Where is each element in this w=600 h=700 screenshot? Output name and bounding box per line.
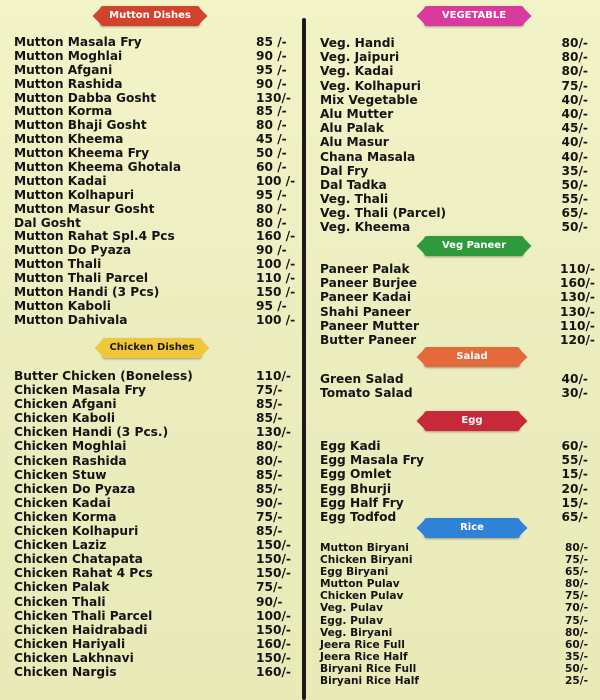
chicken-menu-item — [14, 623, 292, 637]
item-name: Butter Chicken (Boneless) — [14, 369, 193, 383]
item-name: Veg. Thali — [320, 192, 389, 207]
vegetable-menu-item — [320, 107, 588, 121]
item-price: 70/- — [564, 602, 588, 615]
egg-menu-item — [320, 467, 588, 481]
mutton-menu-item — [14, 64, 292, 78]
item-name: Chicken Do Pyaza — [14, 481, 136, 496]
item-price: 150/- — [256, 566, 291, 581]
item-price: 60/- — [564, 638, 588, 651]
item-price: 20/- — [561, 481, 588, 496]
item-name: Alu Masur — [320, 135, 389, 150]
item-price: 120/- — [560, 332, 595, 347]
chicken-menu-item — [14, 439, 292, 453]
item-name: Egg Omlet — [320, 467, 392, 482]
item-price: 80/- — [561, 50, 588, 65]
mutton-menu-item — [14, 203, 292, 217]
paneer-menu-item — [320, 304, 595, 319]
item-name: Butter Paneer — [320, 332, 417, 347]
item-price: 85/- — [256, 481, 283, 496]
item-name: Veg. Kadai — [320, 64, 394, 79]
item-price: 75/- — [564, 614, 588, 627]
item-name: Mutton Handi (3 Pcs) — [14, 285, 160, 300]
item-name: Mutton Rashida — [14, 76, 123, 91]
item-name: Egg Half Fry — [320, 495, 404, 510]
item-name: Mutton Masala Fry — [14, 35, 142, 49]
item-name: Chicken Pulav — [320, 590, 404, 603]
mutton-menu-item — [14, 173, 296, 189]
vegetable-menu-item — [320, 121, 588, 135]
item-name: Dal Fry — [320, 163, 369, 178]
item-price: 40/- — [561, 372, 588, 386]
rice-menu-item — [320, 675, 588, 687]
item-name: Mutton Thali — [14, 257, 102, 272]
item-name: Shahi Paneer — [320, 304, 411, 319]
item-price: 65/- — [564, 566, 588, 579]
item-price: 90 /- — [256, 76, 287, 91]
item-name: Jeera Rice Half — [320, 650, 408, 663]
vegetable-menu-item — [320, 50, 588, 64]
item-price: 35/- — [561, 163, 588, 178]
item-price: 50/- — [564, 662, 588, 675]
item-name: Mutton Pulav — [320, 578, 400, 591]
item-name: Mutton Do Pyaza — [14, 243, 132, 258]
vegetable-title: VEGETABLE — [441, 10, 507, 21]
mutton-menu-item — [14, 285, 296, 300]
item-price: 80/- — [564, 542, 588, 554]
item-name: Egg Kadi — [320, 439, 381, 453]
rice-badge — [424, 518, 520, 538]
item-name: Paneer Palak — [320, 262, 410, 276]
item-price: 110/- — [560, 262, 595, 276]
item-name: Chicken Masala Fry — [14, 383, 146, 398]
vegetable-menu-item — [320, 135, 588, 149]
chicken-menu-item — [14, 397, 292, 411]
item-price: 75/- — [561, 78, 588, 93]
mutton-menu-item — [14, 257, 296, 272]
item-name: Mutton Bhaji Gosht — [14, 118, 147, 133]
item-name: Veg. Kolhapuri — [320, 78, 421, 93]
item-name: Veg. Thali (Parcel) — [320, 206, 447, 221]
paneer-menu-item — [320, 262, 595, 276]
chicken-menu-item — [14, 609, 292, 623]
item-name: Mutton Korma — [14, 104, 113, 119]
mutton-menu-item — [14, 244, 292, 258]
item-price: 90 /- — [256, 48, 287, 63]
mutton-title: Mutton Dishes — [109, 10, 191, 21]
rice-menu-item — [320, 627, 588, 639]
chicken-title: Chicken Dishes — [109, 342, 195, 353]
item-name: Egg Biryani — [320, 566, 389, 579]
item-price: 40/- — [561, 135, 588, 150]
item-name: Chicken Stuw — [14, 467, 107, 482]
salad-badge — [424, 347, 520, 367]
vegetable-badge — [424, 6, 524, 26]
item-price: 80 /- — [256, 201, 287, 216]
salad-section — [320, 347, 588, 400]
item-name: Mutton Kadai — [14, 173, 107, 188]
item-name: Mix Vegetable — [320, 92, 418, 107]
item-price: 85/- — [256, 397, 283, 412]
item-name: Mutton Kheema Ghotala — [14, 160, 182, 175]
item-price: 80 /- — [256, 118, 287, 133]
item-price: 85/- — [256, 524, 283, 539]
item-name: Egg Bhurji — [320, 481, 392, 496]
item-name: Chicken Afgani — [14, 397, 117, 412]
item-price: 130/- — [256, 90, 291, 105]
item-price: 80/- — [256, 439, 283, 454]
item-price: 100 /- — [256, 257, 296, 272]
item-name: Dal Tadka — [320, 177, 387, 192]
rice-menu-item — [320, 554, 588, 566]
item-name: Veg. Jaipuri — [320, 50, 400, 65]
rice-menu-item — [320, 542, 588, 554]
mutton-menu-item — [14, 271, 296, 286]
vegetable-menu-item — [320, 220, 588, 234]
item-name: Veg. Pulav — [320, 602, 384, 615]
item-price: 150/- — [256, 538, 291, 553]
item-name: Mutton Dahivala — [14, 312, 128, 327]
chicken-menu-item — [14, 468, 292, 482]
item-name: Mutton Afgani — [14, 62, 113, 77]
item-price: 110/- — [560, 318, 595, 333]
item-name: Biryani Rice Full — [320, 662, 417, 675]
salad-menu-item — [320, 386, 588, 400]
item-name: Veg. Biryani — [320, 626, 393, 639]
item-price: 75/- — [564, 590, 588, 603]
item-price: 50/- — [561, 220, 588, 235]
item-name: Chicken Thali — [14, 594, 106, 609]
item-price: 25/- — [564, 675, 588, 688]
item-name: Alu Mutter — [320, 106, 394, 121]
salad-title: Salad — [456, 351, 488, 362]
item-name: Chicken Handi (3 Pcs.) — [14, 425, 169, 440]
salad-menu-item — [320, 372, 588, 386]
mutton-menu-item — [14, 312, 296, 328]
item-name: Mutton Kheema — [14, 132, 124, 147]
mutton-badge — [100, 6, 200, 26]
vegetable-menu-item — [320, 93, 588, 107]
mutton-menu-item — [14, 217, 292, 231]
item-price: 75/- — [564, 554, 588, 567]
item-price: 85/- — [256, 467, 283, 482]
item-price: 60 /- — [256, 160, 287, 175]
mutton-menu-item — [14, 147, 292, 161]
chicken-menu-item — [14, 566, 292, 580]
item-price: 50/- — [561, 177, 588, 192]
item-price: 40/- — [561, 106, 588, 121]
item-name: Chicken Biryani — [320, 554, 413, 567]
item-price: 130/- — [560, 290, 595, 305]
chicken-menu-item — [14, 552, 292, 566]
item-price: 100/- — [256, 608, 291, 623]
rice-menu-item — [320, 590, 588, 602]
item-price: 45 /- — [256, 132, 287, 147]
paneer-title: Veg Paneer — [441, 240, 507, 251]
item-name: Chicken Moghlai — [14, 439, 127, 454]
item-price: 90/- — [256, 594, 283, 609]
item-price: 90 /- — [256, 243, 287, 258]
item-price: 85/- — [256, 411, 283, 426]
chicken-menu-item — [14, 383, 292, 397]
item-price: 55/- — [561, 453, 588, 468]
paneer-menu-item — [320, 318, 595, 333]
vegetable-menu-item — [320, 192, 588, 206]
item-price: 150/- — [256, 622, 291, 637]
item-price: 50 /- — [256, 146, 287, 161]
chicken-menu-item — [14, 580, 292, 594]
item-name: Chicken Kaboli — [14, 411, 116, 426]
item-name: Jeera Rice Full — [320, 638, 405, 651]
rice-section — [320, 518, 588, 687]
item-name: Mutton Kheema Fry — [14, 146, 150, 161]
item-price: 35/- — [564, 650, 588, 663]
item-price: 160/- — [256, 636, 291, 651]
paneer-menu-item — [320, 276, 595, 291]
chicken-menu-item — [14, 425, 292, 439]
mutton-menu-item — [14, 119, 292, 133]
mutton-menu-item — [14, 92, 292, 106]
chicken-badge — [102, 338, 202, 358]
item-name: Chicken Lakhnavi — [14, 650, 134, 665]
paneer-badge — [424, 236, 524, 256]
item-price: 45/- — [561, 121, 588, 136]
item-price: 130/- — [560, 304, 595, 319]
item-price: 95 /- — [256, 298, 287, 313]
chicken-section — [14, 338, 292, 679]
item-name: Mutton Dabba Gosht — [14, 90, 157, 105]
item-price: 65/- — [561, 206, 588, 221]
mutton-menu-item — [14, 133, 292, 147]
rice-menu-item — [320, 615, 588, 627]
item-name: Mutton Masur Gosht — [14, 201, 155, 216]
item-name: Chicken Rashida — [14, 453, 127, 468]
egg-menu-item — [320, 453, 588, 467]
item-price: 40/- — [561, 149, 588, 164]
item-price: 90/- — [256, 495, 283, 510]
egg-section — [320, 411, 588, 524]
item-price: 80/- — [561, 36, 588, 50]
item-name: Mutton Kaboli — [14, 298, 111, 313]
item-price: 65/- — [561, 509, 588, 524]
item-price: 80 /- — [256, 215, 287, 230]
item-price: 40/- — [561, 92, 588, 107]
item-price: 55/- — [561, 192, 588, 207]
item-price: 80/- — [564, 578, 588, 591]
item-price: 160 /- — [256, 229, 296, 244]
chicken-menu-item — [14, 524, 292, 538]
mutton-menu-item — [14, 189, 292, 203]
mutton-menu-item — [14, 78, 292, 92]
item-name: Alu Palak — [320, 121, 384, 136]
mutton-menu-item — [14, 300, 292, 314]
rice-menu-item — [320, 578, 588, 590]
item-name: Egg Todfod — [320, 509, 397, 524]
chicken-menu-item — [14, 510, 292, 524]
item-name: Green Salad — [320, 372, 404, 386]
item-name: Mutton Rahat Spl.4 Pcs — [14, 229, 175, 244]
rice-menu-item — [320, 566, 588, 578]
mutton-section — [14, 6, 296, 328]
item-name: Chicken Kolhapuri — [14, 524, 139, 539]
item-name: Veg. Kheema — [320, 220, 411, 235]
item-name: Veg. Handi — [320, 36, 395, 50]
item-price: 160/- — [560, 276, 595, 291]
vegetable-menu-item — [320, 64, 588, 78]
item-name: Chicken Chatapata — [14, 552, 143, 567]
mutton-menu-item — [14, 161, 292, 175]
paneer-section — [320, 236, 595, 347]
mutton-menu-item — [14, 229, 296, 244]
egg-title: Egg — [461, 415, 483, 426]
egg-menu-item — [320, 439, 588, 453]
rice-title: Rice — [460, 522, 484, 533]
item-price: 100 /- — [256, 312, 296, 327]
item-price: 80/- — [564, 626, 588, 639]
rice-menu-item — [320, 651, 588, 663]
item-name: Chicken Rahat 4 Pcs — [14, 566, 153, 581]
mutton-menu-item — [14, 36, 292, 50]
item-price: 15/- — [561, 467, 588, 482]
rice-menu-item — [320, 663, 588, 675]
item-name: Chicken Kadai — [14, 495, 111, 510]
item-name: Egg Masala Fry — [320, 453, 424, 468]
item-name: Biryani Rice Half — [320, 675, 420, 688]
chicken-menu-item — [14, 665, 292, 679]
item-name: Chicken Palak — [14, 580, 110, 595]
item-price: 160/- — [256, 664, 291, 679]
item-price: 130/- — [256, 425, 291, 440]
item-price: 15/- — [561, 495, 588, 510]
chicken-menu-item — [14, 651, 292, 665]
vegetable-menu-item — [320, 206, 588, 220]
rice-menu-item — [320, 602, 588, 614]
item-name: Mutton Kolhapuri — [14, 187, 135, 202]
item-price: 75/- — [256, 509, 283, 524]
vegetable-menu-item — [320, 178, 588, 192]
item-name: Dal Gosht — [14, 215, 81, 230]
chicken-menu-item — [14, 482, 292, 496]
item-name: Egg. Pulav — [320, 614, 384, 627]
item-name: Paneer Kadai — [320, 290, 412, 305]
item-price: 80/- — [256, 453, 283, 468]
item-name: Chicken Haidrabadi — [14, 622, 148, 637]
column-divider — [302, 18, 306, 700]
chicken-menu-item — [14, 538, 292, 552]
vegetable-menu-item — [320, 36, 588, 50]
chicken-menu-item — [14, 369, 292, 383]
item-price: 85 /- — [256, 35, 287, 49]
chicken-menu-item — [14, 411, 292, 425]
item-price: 100 /- — [256, 173, 296, 188]
item-price: 150/- — [256, 650, 291, 665]
vegetable-menu-item — [320, 79, 588, 93]
item-price: 30/- — [561, 386, 588, 401]
paneer-menu-item — [320, 332, 595, 347]
item-name: Chana Masala — [320, 149, 416, 164]
paneer-menu-item — [320, 290, 595, 305]
item-name: Paneer Burjee — [320, 276, 417, 291]
item-price: 95 /- — [256, 187, 287, 202]
chicken-menu-item — [14, 637, 292, 651]
rice-menu-item — [320, 639, 588, 651]
chicken-menu-item — [14, 595, 292, 609]
item-price: 150/- — [256, 552, 291, 567]
item-name: Tomato Salad — [320, 386, 413, 401]
item-price: 150 /- — [256, 285, 296, 300]
item-name: Chicken Korma — [14, 509, 117, 524]
item-price: 110/- — [256, 369, 291, 383]
item-price: 85 /- — [256, 104, 287, 119]
vegetable-menu-item — [320, 164, 588, 178]
egg-badge — [424, 411, 520, 431]
chicken-menu-item — [14, 454, 292, 468]
item-price: 110 /- — [256, 271, 296, 286]
item-price: 75/- — [256, 580, 283, 595]
item-price: 75/- — [256, 383, 283, 398]
item-name: Mutton Biryani — [320, 542, 409, 554]
vegetable-section — [320, 6, 588, 235]
item-name: Chicken Laziz — [14, 538, 107, 553]
item-name: Mutton Moghlai — [14, 48, 123, 63]
item-name: Chicken Thali Parcel — [14, 608, 153, 623]
mutton-menu-item — [14, 105, 292, 119]
item-price: 60/- — [561, 439, 588, 453]
item-name: Chicken Hariyali — [14, 636, 126, 651]
egg-menu-item — [320, 482, 588, 496]
item-price: 95 /- — [256, 62, 287, 77]
mutton-menu-item — [14, 50, 292, 64]
item-name: Mutton Thali Parcel — [14, 271, 149, 286]
item-name: Paneer Mutter — [320, 318, 420, 333]
egg-menu-item — [320, 496, 588, 510]
chicken-menu-item — [14, 496, 292, 510]
vegetable-menu-item — [320, 150, 588, 164]
item-name: Chicken Nargis — [14, 664, 117, 679]
item-price: 80/- — [561, 64, 588, 79]
